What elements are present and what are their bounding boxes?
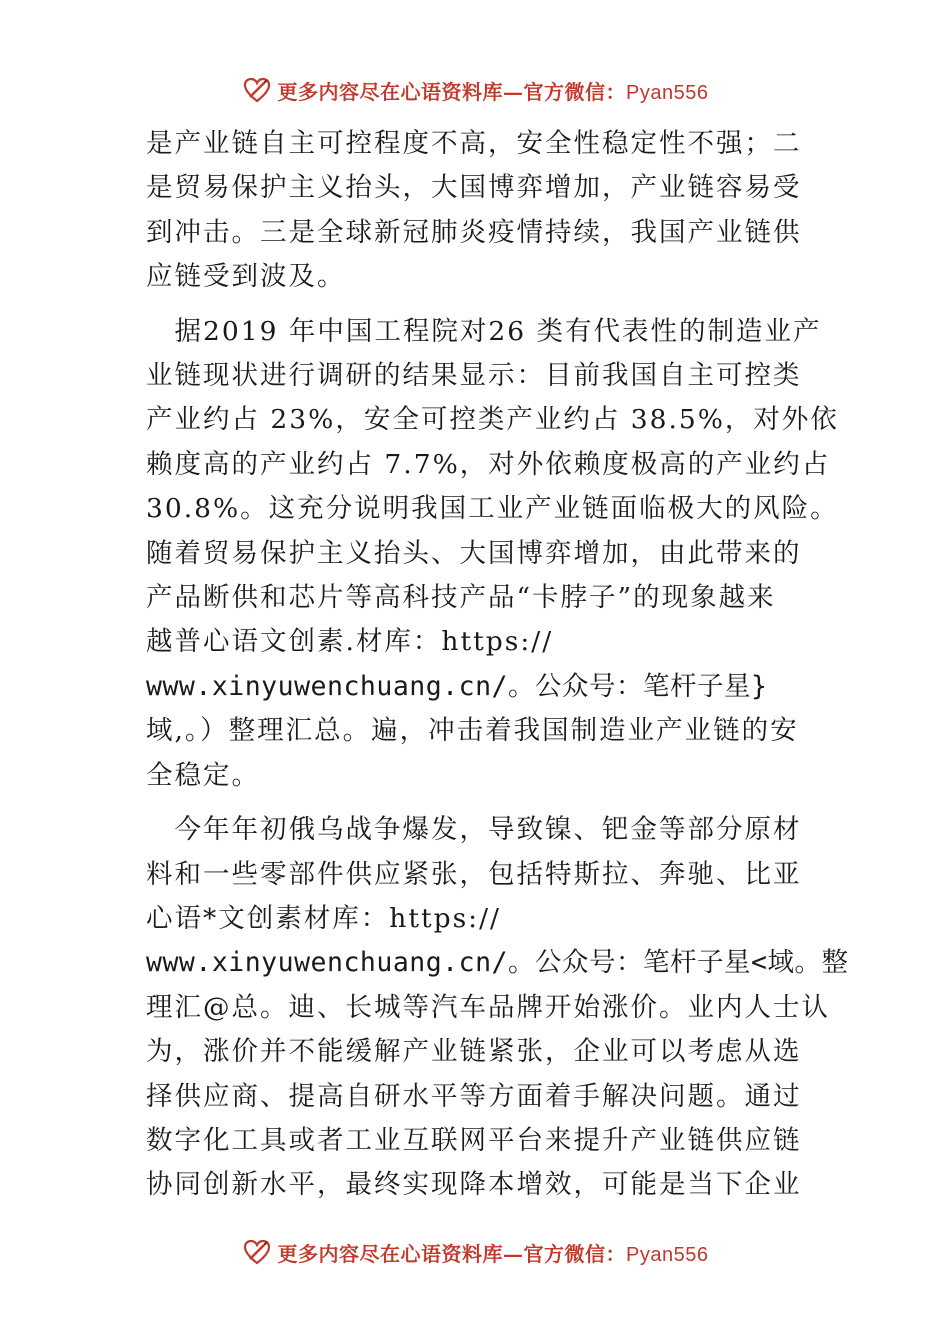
url-line: www.xinyuwenchuang.cn/。公众号：笔杆子星<域。整 bbox=[146, 947, 849, 979]
url-line: www.xinyuwenchuang.cn/。公众号：笔杆子星} bbox=[146, 670, 768, 702]
paragraph-1 bbox=[146, 122, 826, 300]
text-line: 到冲击。三是全球新冠肺炎疫情持续，我国产业链供 bbox=[146, 216, 802, 248]
text-line: 产业约占 23%，安全可控类产业约占 38.5%，对外依 bbox=[146, 404, 839, 436]
text-line: 协同创新水平，最终实现降本增效，可能是当下企业 bbox=[146, 1169, 802, 1201]
header-banner bbox=[0, 70, 950, 110]
text-line: 业链现状进行调研的结果显示：目前我国自主可控类 bbox=[146, 360, 802, 392]
paragraph-2 bbox=[146, 310, 839, 798]
heart-pen-logo-icon bbox=[242, 75, 272, 105]
text-line: 是贸易保护主义抬头，大国博弈增加，产业链容易受 bbox=[146, 172, 802, 204]
text-line: 心语*文创素材库：https:// bbox=[146, 902, 501, 934]
text-line: 料和一些零部件供应紧张，包括特斯拉、奔驰、比亚 bbox=[146, 858, 802, 890]
text-line: 产品断供和芯片等高科技产品“卡脖子”的现象越来 bbox=[146, 582, 776, 614]
text-line: 理汇@总。迪、长城等汽车品牌开始涨价。业内人士认 bbox=[146, 991, 830, 1023]
text-line: 是产业链自主可控程度不高，安全性稳定性不强；二 bbox=[146, 128, 802, 159]
text-line: 赖度高的产业约占 7.7%，对外依赖度极高的产业约占 bbox=[146, 448, 831, 480]
text-line: 据2019 年中国工程院对26 类有代表性的制造业产 bbox=[146, 315, 822, 347]
header-banner-text: 更多内容尽在心语资料库—官方微信：Pyan556 bbox=[277, 79, 709, 104]
paragraph-3 bbox=[146, 808, 849, 1208]
text-line: 为，涨价并不能缓解产业链紧张，企业可以考虑从选 bbox=[146, 1036, 802, 1068]
footer-banner-text: 更多内容尽在心语资料库—官方微信：Pyan556 bbox=[277, 1241, 709, 1266]
text-line: 全稳定。 bbox=[146, 759, 260, 791]
document-body bbox=[146, 122, 849, 1218]
text-line: 30.8%。这充分说明我国工业产业链面临极大的风险。 bbox=[146, 493, 839, 525]
text-line: 数字化工具或者工业互联网平台来提升产业链供应链 bbox=[146, 1124, 802, 1156]
text-line: 域,。）整理汇总。遍，冲击着我国制造业产业链的安 bbox=[146, 715, 799, 747]
text-line: 今年年初俄乌战争爆发，导致镍、钯金等部分原材 bbox=[146, 814, 802, 846]
text-line: 择供应商、提高自研水平等方面着手解决问题。通过 bbox=[146, 1080, 802, 1112]
text-line: 随着贸易保护主义抬头、大国博弈增加，由此带来的 bbox=[146, 537, 802, 569]
heart-pen-logo-icon bbox=[242, 1237, 272, 1267]
text-line: 应链受到波及。 bbox=[146, 261, 346, 293]
footer-banner bbox=[0, 1232, 950, 1272]
text-line: 越普心语文创素.材库：https:// bbox=[146, 626, 554, 658]
